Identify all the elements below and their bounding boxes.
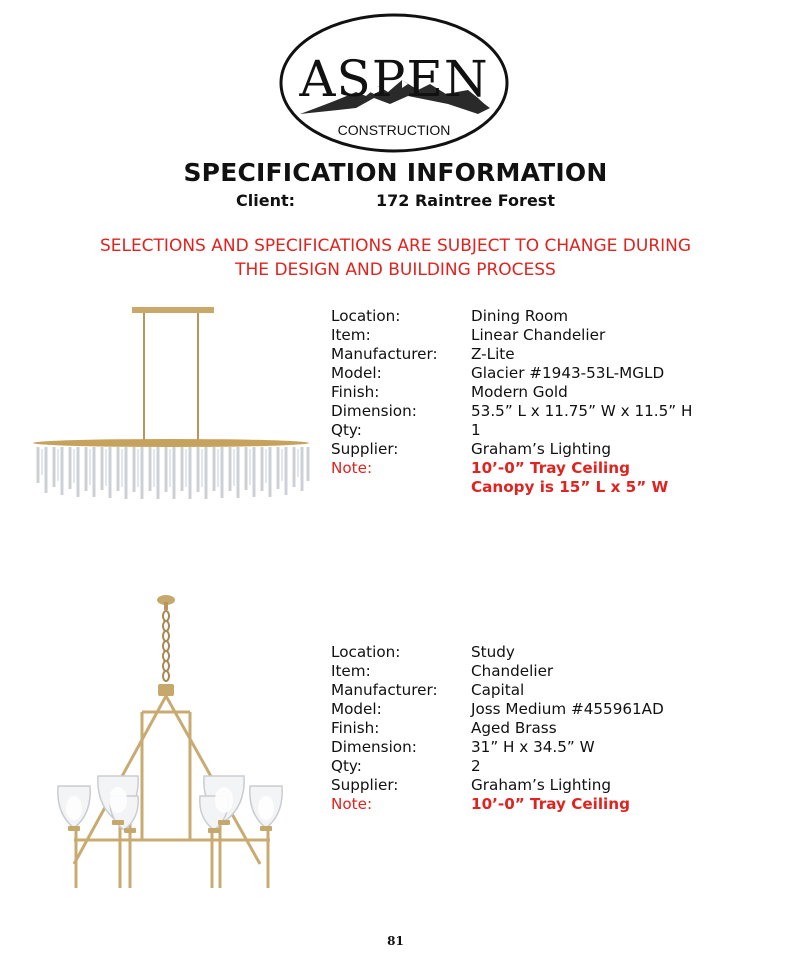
spec-value: Modern Gold (471, 383, 568, 401)
note-row (331, 459, 692, 478)
spec-row (331, 383, 692, 402)
spec-value: Aged Brass (471, 719, 557, 737)
spec-row (331, 326, 692, 345)
spec-value: Capital (471, 681, 525, 699)
spec-row (331, 719, 664, 738)
aspen-construction-logo (278, 12, 510, 154)
note-label: Note: (331, 795, 373, 813)
spec-value: 1 (471, 421, 481, 439)
notice-line-2: THE DESIGN AND BUILDING PROCESS (235, 260, 556, 280)
spec-label: Item: (331, 662, 371, 680)
spec-value: Study (471, 643, 515, 661)
spec-value: Graham’s Lighting (471, 776, 612, 794)
linear-chandelier-image (28, 305, 313, 505)
spec-value: Z-Lite (471, 345, 515, 363)
spec-label: Supplier: (331, 440, 399, 458)
page-number: 81 (387, 934, 404, 948)
spec-value: Chandelier (471, 662, 554, 680)
spec-label: Model: (331, 700, 382, 718)
spec-row (331, 440, 692, 459)
spec-value: 2 (471, 757, 481, 775)
note-row (331, 478, 692, 497)
spec-label: Location: (331, 643, 401, 661)
note-value: 10’-0” Tray Ceiling (471, 459, 630, 477)
notice-line-1: SELECTIONS AND SPECIFICATIONS ARE SUBJECT TO CHANGE DURING (99, 236, 692, 256)
spec-row (331, 681, 664, 700)
spec-value: 31” H x 34.5” W (471, 738, 595, 756)
change-notice (0, 234, 791, 282)
spec-label: Finish: (331, 719, 380, 737)
spec-label: Manufacturer: (331, 681, 438, 699)
note-row (331, 795, 664, 814)
spec-row (331, 402, 692, 421)
page-title: SPECIFICATION INFORMATION (183, 158, 608, 187)
spec-row (331, 662, 664, 681)
spec-label: Dimension: (331, 402, 417, 420)
spec-value: Joss Medium #455961AD (471, 700, 664, 718)
note-label: Note: (331, 459, 373, 477)
spec-row (331, 307, 692, 326)
spec-label: Model: (331, 364, 382, 382)
spec-label: Finish: (331, 383, 380, 401)
spec-row (331, 421, 692, 440)
spec-label: Qty: (331, 757, 362, 775)
spec-label: Dimension: (331, 738, 417, 756)
brass-chandelier-image (52, 592, 292, 892)
spec-label: Supplier: (331, 776, 399, 794)
note-value: Canopy is 15” L x 5” W (471, 478, 669, 496)
spec-row (331, 738, 664, 757)
note-value: 10’-0” Tray Ceiling (471, 795, 630, 813)
spec-row (331, 364, 692, 383)
spec-value: Glacier #1943-53L-MGLD (471, 364, 665, 382)
spec-value: Graham’s Lighting (471, 440, 612, 458)
note-spacer (331, 478, 471, 497)
spec-label: Item: (331, 326, 371, 344)
spec-row (331, 757, 664, 776)
spec-value: Dining Room (471, 307, 569, 325)
spec-label: Qty: (331, 421, 362, 439)
client-label: Client: (236, 191, 295, 210)
spec-block-1 (331, 307, 692, 497)
spec-value: Linear Chandelier (471, 326, 606, 344)
spec-label: Location: (331, 307, 401, 325)
client-value: 172 Raintree Forest (376, 191, 555, 210)
spec-value: 53.5” L x 11.75” W x 11.5” H (471, 402, 693, 420)
spec-row (331, 643, 664, 662)
logo-name: ASPEN (299, 50, 489, 108)
spec-row (331, 776, 664, 795)
spec-block-2 (331, 643, 664, 814)
spec-row (331, 700, 664, 719)
spec-row (331, 345, 692, 364)
logo-subtitle: CONSTRUCTION (337, 122, 451, 138)
spec-label: Manufacturer: (331, 345, 438, 363)
